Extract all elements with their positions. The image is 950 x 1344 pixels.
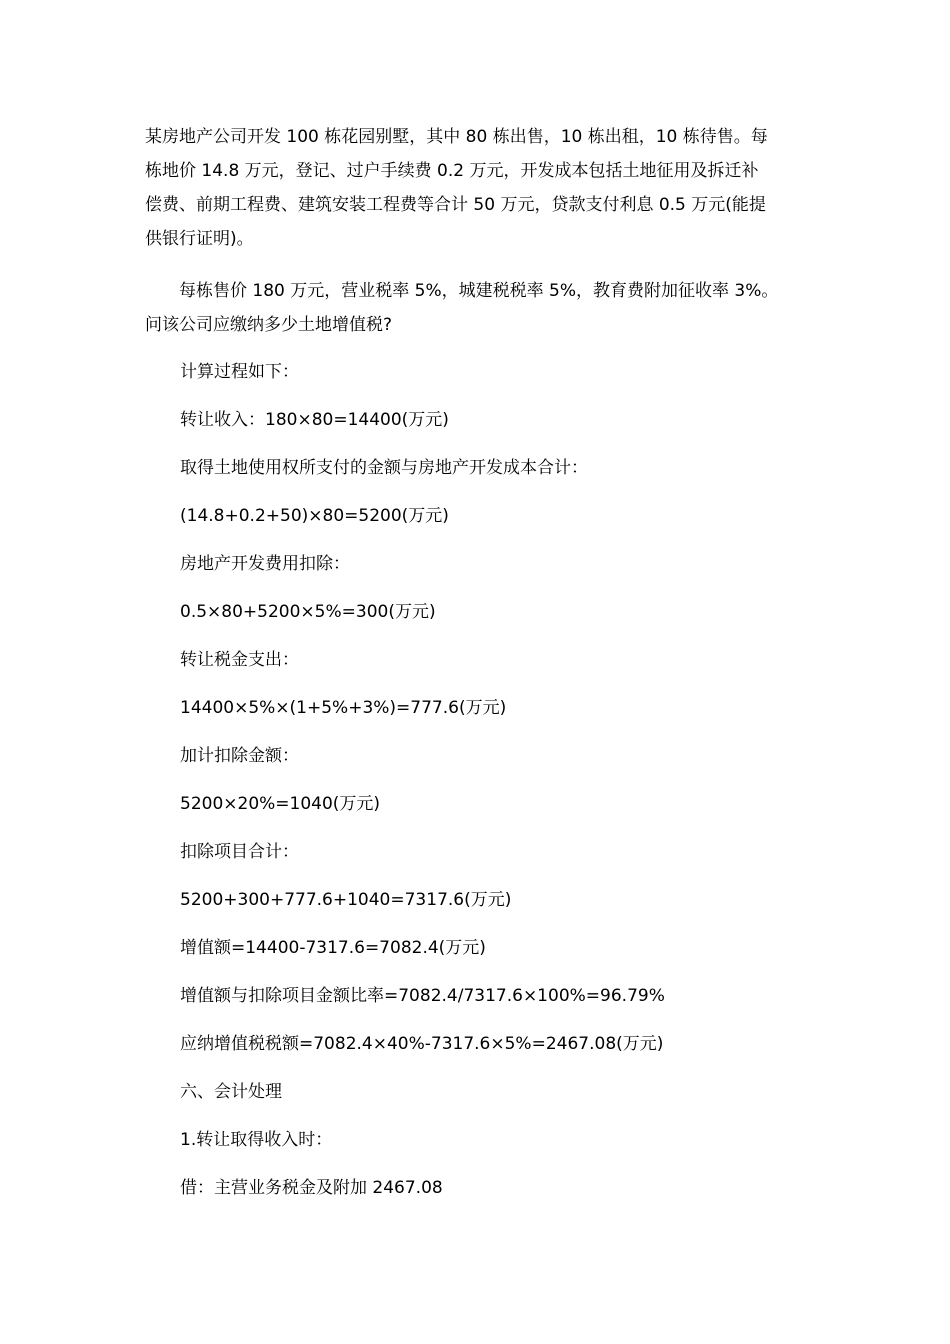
- extra-deduction-label: 加计扣除金额：: [180, 746, 299, 766]
- dev-expense-formula: 0.5×80+5200×5%=300(万元): [180, 602, 436, 622]
- question-line-2: 问该公司应缴纳多少土地增值税?: [145, 315, 393, 335]
- step-heading: 1.转让取得收入时：: [180, 1130, 333, 1150]
- transfer-tax-formula: 14400×5%×(1+5%+3%)=777.6(万元): [180, 698, 507, 718]
- ratio-formula: 增值额与扣除项目金额比率=7082.4/7317.6×100%=96.79%: [180, 986, 665, 1006]
- question-paragraph: [145, 274, 810, 342]
- problem-paragraph: [145, 120, 810, 256]
- problem-line-2: 栋地价 14.8 万元，登记、过户手续费 0.2 万元，开发成本包括土地征用及拆迁补: [145, 161, 759, 181]
- journal-entry-line: 借：主营业务税金及附加 2467.08: [180, 1178, 443, 1198]
- value-added-formula: 增值额=14400-7317.6=7082.4(万元): [180, 938, 486, 958]
- extra-deduction-formula: 5200×20%=1040(万元): [180, 794, 381, 814]
- problem-line-3: 偿费、前期工程费、建筑安装工程费等合计 50 万元，贷款支付利息 0.5 万元(能提: [145, 195, 766, 215]
- land-cost-formula: (14.8+0.2+50)×80=5200(万元): [180, 506, 449, 526]
- problem-line-1: 某房地产公司开发 100 栋花园别墅，其中 80 栋出售，10 栋出租，10 栋待售。每: [145, 127, 768, 147]
- transfer-tax-label: 转让税金支出：: [180, 650, 299, 670]
- section-heading: 六、会计处理: [180, 1082, 282, 1102]
- deduction-total-label: 扣除项目合计：: [180, 842, 299, 862]
- deduction-total-formula: 5200+300+777.6+1040=7317.6(万元): [180, 890, 512, 910]
- tax-payable-formula: 应纳增值税税额=7082.4×40%-7317.6×5%=2467.08(万元): [180, 1034, 664, 1054]
- land-cost-label: 取得土地使用权所支付的金额与房地产开发成本合计：: [180, 458, 588, 478]
- transfer-income-line: 转让收入：180×80=14400(万元): [180, 410, 449, 430]
- dev-expense-label: 房地产开发费用扣除：: [180, 554, 350, 574]
- problem-line-4: 供银行证明)。: [145, 229, 254, 249]
- calculation-heading: 计算过程如下：: [180, 362, 299, 382]
- question-line-1: 每栋售价 180 万元，营业税率 5%，城建税税率 5%，教育费附加征收率 3%。: [145, 281, 779, 301]
